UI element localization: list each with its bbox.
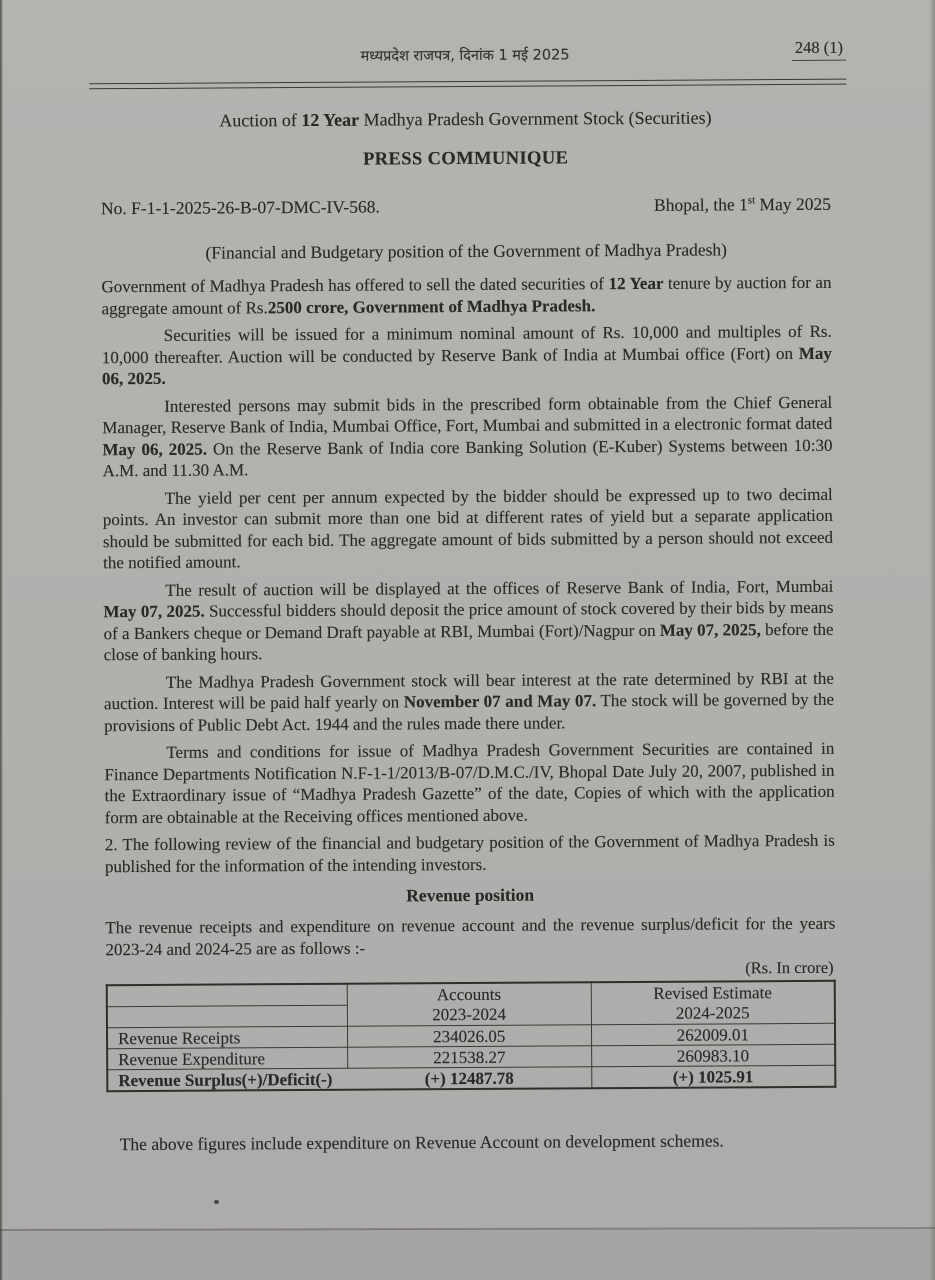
text-run: Successful bidders should deposit the price amount of stock covered by their bids by means of a Bankers cheque or Demand Draft payable at RBI, Mumbai (Fort)/Nagpur on: [103, 597, 834, 643]
text-run: The yield per cent per annum expected by the bidder should be expressed up to two decimal points. An investor can submit more than one bid at different rates of yield but a separate application should be submitted for each bid. The aggregate amount of bids submitted by a person should not exceed the notified amount.: [102, 484, 834, 573]
press-communique-heading: PRESS COMMUNIQUE: [362, 148, 569, 170]
text-run: May 06, 2025.: [102, 439, 208, 459]
auction-title: [100, 105, 830, 133]
table-header-accounts: Accounts: [347, 982, 591, 1005]
text-run: 12 Year: [301, 109, 360, 131]
paragraph: [104, 738, 835, 828]
text-run: May 07, 2025,: [659, 619, 761, 640]
text-run: Securities will be issued for a minimum nominal amount of Rs. 10,000 and multiples of Rs. 10,000 thereafter. Auction will be conducted by Reserve Bank of India at Mumbai office (Fort) on: [101, 321, 832, 367]
table-cell: Revenue Expenditure: [107, 1047, 347, 1069]
text-run: before the close of banking hours.: [103, 619, 834, 665]
scan-bottom-shade: [0, 1229, 935, 1280]
gazette-title-hindi: मध्यप्रदेश राजपत्र, दिनांक 1 मई 2025: [360, 47, 570, 65]
place-and-date: [654, 194, 831, 216]
table-cell: 260983.10: [591, 1044, 835, 1066]
gazette-page: [100, 37, 844, 1155]
table-cell: Revenue Surplus(+)/Deficit(-): [107, 1068, 347, 1091]
text-run: 12 Year: [608, 273, 664, 294]
table-cell: 221538.27: [347, 1046, 591, 1068]
text-run: Terms and conditions for issue of Madhya Pradesh Government Securities are contained in Finance Departments Notification N.F-1-1/2013/B-07/D.M.C./IV, Bhopal Date July 20, 2007, published in the Extraordinary issue of “Madhya Pradesh Gazette” of the date, Copies of which with the application form are obtainable at the Receiving offices mentioned above.: [104, 738, 835, 827]
table-year-2024-2025: 2024-2025: [591, 1002, 835, 1024]
unit-label: (Rs. In crore): [745, 957, 834, 978]
reference-row: [101, 194, 831, 219]
text-run: On the Reserve Bank of India core Banking Solution (E-Kuber) Systems between 10:30 A.M. and 11.30 A.M.: [102, 435, 833, 481]
table-cell: Revenue Receipts: [107, 1026, 347, 1048]
gazette-header: [100, 37, 844, 68]
ink-speck: [214, 1200, 219, 1204]
page-number: 248 (1): [792, 38, 846, 61]
text-run: May 07, 2025.: [103, 601, 205, 622]
footnote: The above figures include expenditure on Revenue Account on development schemes.: [119, 1130, 724, 1155]
table-cell: 234026.05: [347, 1025, 591, 1047]
text-run: May 2025: [755, 193, 832, 215]
text-run: November 07 and May 07.: [403, 691, 597, 712]
document-subtitle: (Financial and Budgetary position of the Government of Madhya Pradesh): [205, 239, 728, 263]
text-run: The result of auction will be displayed at the offices of Reserve Bank of India, Fort, Mumbai: [165, 576, 834, 600]
paragraph: [102, 391, 833, 481]
text-run: Government of Madhya Pradesh has offered to sell the dated securities of: [101, 274, 609, 297]
body-paragraphs: [101, 272, 835, 877]
scan-edge-right: [929, 0, 935, 1280]
header-double-rule: [89, 79, 846, 90]
text-run: The stock will be governed by the provisions of Public Debt Act. 1944 and the rules made there under.: [104, 689, 835, 735]
paragraph: [102, 321, 832, 390]
text-run: Madhya Pradesh Government Stock (Securities): [359, 107, 712, 130]
text-run: Auction of: [219, 110, 302, 131]
text-run: The Madhya Pradesh Government stock will bear interest at the rate determined by RBI at the auction. Interest will be paid half yearly on: [103, 668, 834, 714]
table-cell: (+) 12487.78: [347, 1067, 591, 1090]
reference-number: No. F-1-1-2025-26-B-07-DMC-IV-568.: [100, 196, 380, 219]
table-year-2023-2024: 2023-2024: [347, 1004, 591, 1026]
text-run: Bhopal, the 1: [653, 194, 748, 215]
scan-edge-left: [0, 0, 3, 1280]
revenue-intro-paragraph: The revenue receipts and expenditure on revenue account and the revenue surplus/deficit for the years 2023-24 and 2024-25 are as follows :-: [105, 913, 836, 959]
text-run: Interested persons may submit bids in the prescribed form obtainable from the Chief General Manager, Reserve Bank of India, Mumbai Office, Fort, Mumbai and submitted in a electronic format dated: [102, 392, 833, 438]
table-cell: 262009.01: [591, 1023, 835, 1045]
paragraph: [104, 667, 834, 736]
revenue-position-heading: Revenue position: [406, 884, 535, 906]
revenue-table: [106, 980, 837, 1092]
text-run: tenure by auction for an aggregate amount of Rs.: [101, 272, 832, 318]
text-run: 2. The following review of the financial and budgetary position of the Government of Madhya Pradesh is published for the information of the intending investors.: [104, 830, 835, 876]
paragraph: [101, 272, 831, 319]
text-run: May 06, 2025.: [101, 343, 832, 389]
table-year-empty: [107, 1005, 347, 1027]
table-header-revised-estimate: Revised Estimate: [591, 981, 835, 1004]
paragraph: [105, 830, 835, 877]
paragraph: [103, 575, 834, 665]
table-cell: (+) 1025.91: [591, 1065, 835, 1088]
paragraph: [103, 483, 834, 573]
text-run: 2500 crore, Government of Madhya Pradesh.: [267, 295, 596, 317]
text-run: st: [747, 194, 756, 207]
table-header-empty: [107, 984, 347, 1007]
table-row: [107, 1065, 835, 1091]
